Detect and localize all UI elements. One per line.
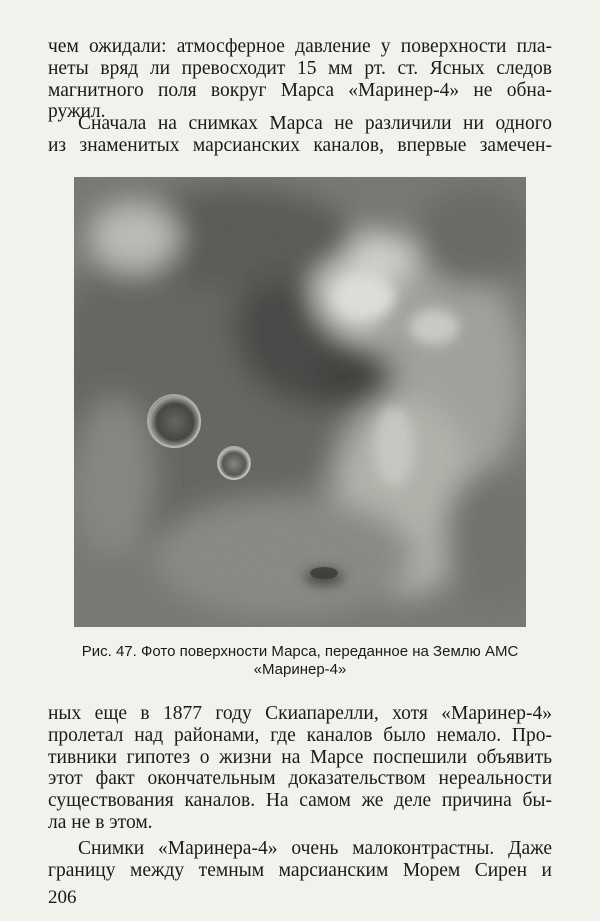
text-line: границу между темным марсианским Морем Сирен и — [48, 859, 552, 881]
text-line: из знаменитых марсианских каналов, впервые замечен- — [48, 134, 552, 156]
text-line: пролетал над районами, где каналов было немало. Про- — [48, 724, 552, 746]
top-paragraph — [48, 36, 552, 123]
text-line: ружил. — [48, 101, 106, 123]
second-paragraph — [48, 113, 552, 157]
caption-line: Рис. 47. Фото поверхности Марса, переданное на Землю АМС — [81, 643, 519, 660]
text-line: ных еще в 1877 году Скиапарелли, хотя «Маринер-4» — [48, 703, 552, 724]
caption-line: «Маринер-4» — [253, 661, 347, 678]
text-line: этот факт окончательным доказательством нереальности — [48, 768, 552, 790]
text-line: неты вряд ли превосходит 15 мм рт. ст. Ясных следов — [48, 57, 552, 79]
text-line: существования каналов. На самом же деле причина бы- — [48, 790, 552, 812]
text-line: тивники гипотез о жизни на Марсе поспешили объявить — [48, 746, 552, 768]
text-line: магнитного поля вокруг Марса «Маринер-4» не обна- — [48, 79, 552, 101]
figure-caption — [60, 643, 540, 679]
text-line: ла не в этом. — [48, 811, 153, 833]
text-line: чем ожидали: атмосферное давление у поверхности пла- — [48, 36, 552, 57]
text-line: Сначала на снимках Марса не различили ни одного — [78, 113, 552, 134]
mars-surface-photo — [74, 177, 526, 627]
text-line: Снимки «Маринера-4» очень малоконтрастны. Даже — [78, 838, 552, 859]
page-number: 206 — [48, 887, 77, 908]
continuation-paragraph — [48, 703, 552, 834]
last-paragraph — [48, 838, 552, 882]
